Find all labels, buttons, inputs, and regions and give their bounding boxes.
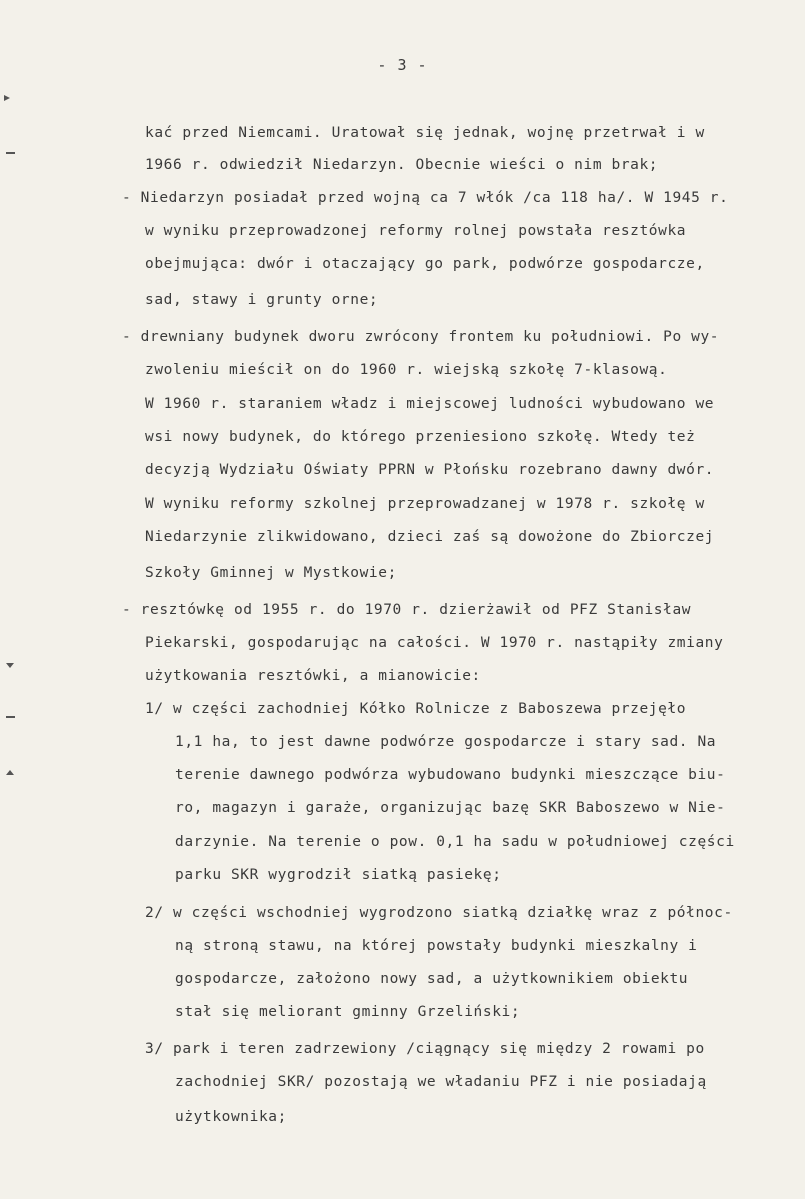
text-line: zachodniej SKR/ pozostają we władaniu PFZ i nie posiadają: [175, 1074, 707, 1090]
text-line: terenie dawnego podwórza wybudowano budynki mieszczące biu-: [175, 767, 726, 783]
text-line: ną stroną stawu, na której powstały budynki mieszkalny i: [175, 938, 698, 954]
text-line: Szkoły Gminnej w Mystkowie;: [145, 565, 397, 581]
text-line: gospodarcze, założono nowy sad, a użytkownikiem obiektu: [175, 971, 689, 987]
text-line: 2/ w części wschodniej wygrodzono siatką działkę wraz z północ-: [145, 905, 733, 921]
text-line: parku SKR wygrodził siatką pasiekę;: [175, 867, 502, 883]
text-line: decyzją Wydziału Oświaty PPRN w Płońsku rozebrano dawny dwór.: [145, 462, 715, 478]
text-line: - resztówkę od 1955 r. do 1970 r. dzierżawił od PFZ Stanisław: [122, 602, 692, 618]
text-line: Niedarzynie zlikwidowano, dzieci zaś są dowożone do Zbiorczej: [145, 529, 715, 545]
margin-mark: [6, 152, 15, 154]
text-line: 1/ w części zachodniej Kółko Rolnicze z Baboszewa przejęło: [145, 701, 687, 717]
text-line: W 1960 r. staraniem władz i miejscowej ludności wybudowano we: [145, 396, 715, 412]
text-line: sad, stawy i grunty orne;: [145, 292, 379, 308]
text-line: 1,1 ha, to jest dawne podwórze gospodarcze i stary sad. Na: [175, 734, 717, 750]
text-line: wsi nowy budynek, do którego przeniesiono szkołę. Wtedy też: [145, 429, 696, 445]
text-line: obejmująca: dwór i otaczający go park, podwórze gospodarcze,: [145, 256, 705, 272]
text-line: darzynie. Na terenie o pow. 0,1 ha sadu w południowej części: [175, 834, 735, 850]
text-line: użytkowania resztówki, a mianowicie:: [145, 668, 481, 684]
text-line: stał się meliorant gminny Grzeliński;: [175, 1004, 521, 1020]
text-line: ro, magazyn i garaże, organizując bazę SKR Baboszewo w Nie-: [175, 800, 726, 816]
page-number: - 3 -: [377, 56, 428, 74]
text-line: użytkownika;: [175, 1109, 287, 1125]
text-line: zwoleniu mieścił on do 1960 r. wiejską szkołę 7-klasową.: [145, 362, 668, 378]
text-line: 3/ park i teren zadrzewiony /ciągnący się między 2 rowami po: [145, 1041, 705, 1057]
margin-mark: [4, 95, 10, 101]
text-line: 1966 r. odwiedził Niedarzyn. Obecnie wieści o nim brak;: [145, 157, 659, 173]
text-line: w wyniku przeprowadzonej reformy rolnej powstała resztówka: [145, 223, 687, 239]
margin-mark: [6, 663, 14, 668]
text-line: W wyniku reformy szkolnej przeprowadzanej w 1978 r. szkołę w: [145, 496, 705, 512]
text-line: - Niedarzyn posiadał przed wojną ca 7 włók /ca 118 ha/. W 1945 r.: [122, 190, 729, 206]
text-line: kać przed Niemcami. Uratował się jednak, wojnę przetrwał i w: [145, 125, 705, 141]
text-line: - drewniany budynek dworu zwrócony frontem ku południowi. Po wy-: [122, 329, 720, 345]
margin-mark: [6, 716, 15, 718]
text-line: Piekarski, gospodarując na całości. W 1970 r. nastąpiły zmiany: [145, 635, 724, 651]
margin-mark: [6, 770, 14, 775]
